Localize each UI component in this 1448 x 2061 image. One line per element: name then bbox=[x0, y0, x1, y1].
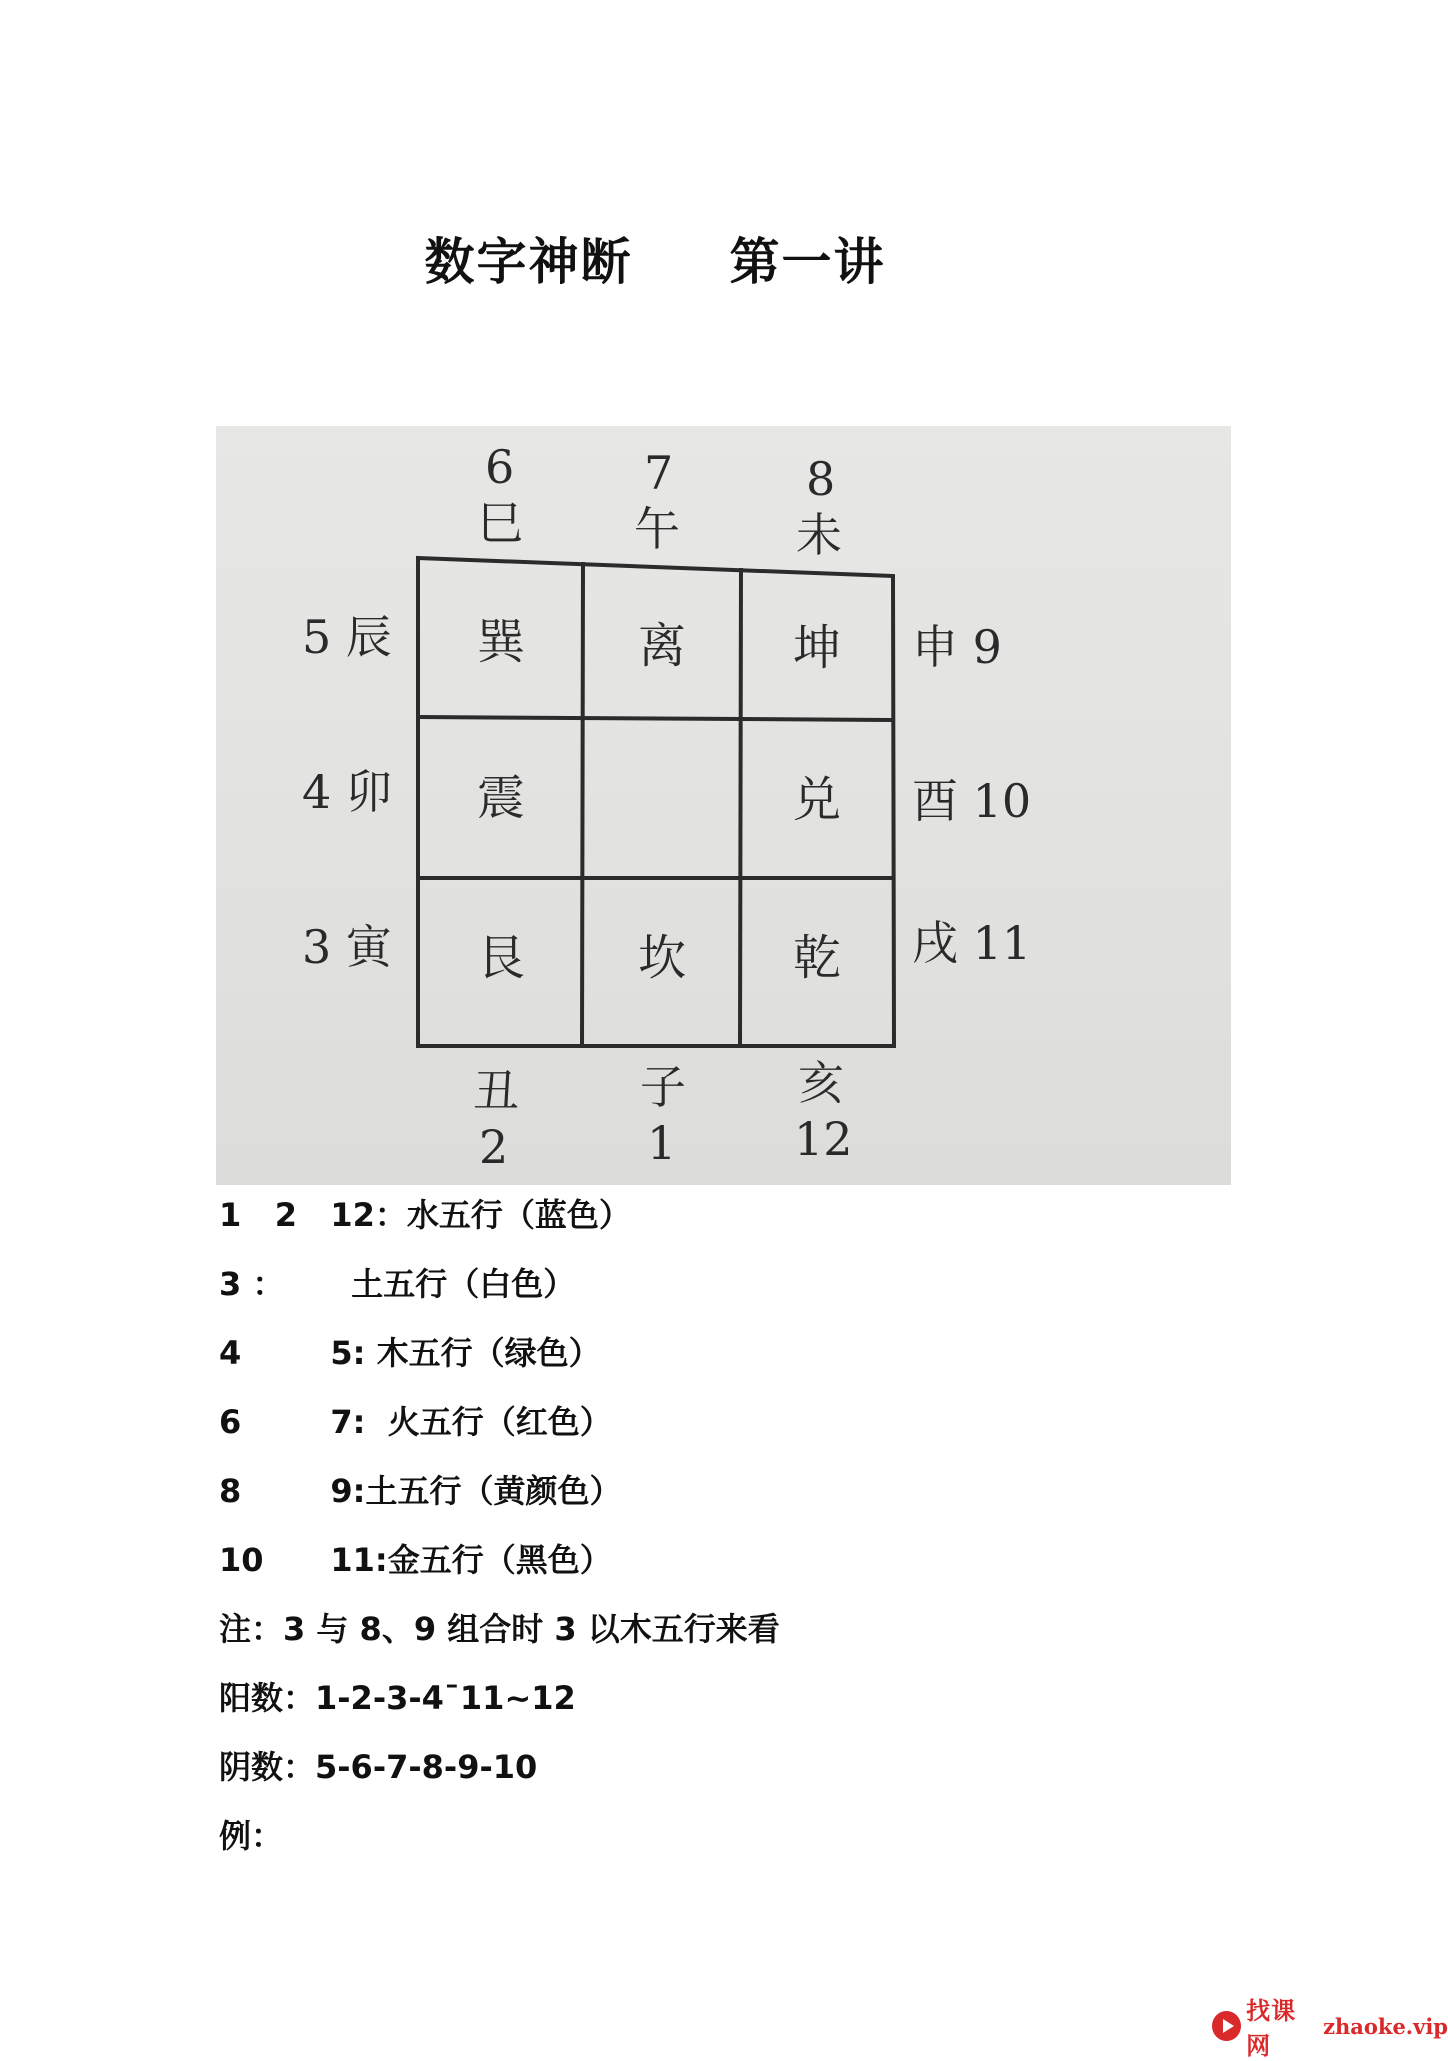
grid-cell-li: 离 bbox=[637, 618, 686, 674]
grid-cell-qian: 乾 bbox=[792, 930, 841, 986]
note-line-yin: 阴数：5-6-7-8-9-10 bbox=[219, 1748, 538, 1786]
right-label-1: 申 9 bbox=[912, 620, 1002, 674]
grid-cell-gen: 艮 bbox=[476, 930, 525, 986]
watermark-domain: zhaoke.vip bbox=[1323, 2013, 1448, 2039]
note-line-example: 例： bbox=[219, 1817, 284, 1855]
bottom-label-branch-3: 亥 bbox=[798, 1056, 844, 1110]
left-label-2: 4 卯 bbox=[302, 765, 392, 819]
bottom-label-branch-2: 子 bbox=[640, 1060, 686, 1114]
note-line-combination: 注：3 与 8、9 组合时 3 以木五行来看 bbox=[219, 1610, 780, 1648]
note-line-earth-white: 3 ： 土五行（白色） bbox=[219, 1265, 576, 1303]
top-label-branch-1: 巳 bbox=[477, 496, 523, 550]
left-label-3: 3 寅 bbox=[302, 920, 392, 974]
grid-cell-kun: 坤 bbox=[792, 620, 841, 676]
top-label-num-1: 6 bbox=[485, 440, 515, 494]
grid-cell-kan: 坎 bbox=[637, 930, 686, 986]
right-label-2: 酉 10 bbox=[912, 774, 1032, 828]
page-title: 数字神断 第一讲 bbox=[424, 233, 886, 291]
top-label-branch-2: 午 bbox=[634, 502, 680, 556]
bottom-label-num-3: 12 bbox=[794, 1112, 853, 1166]
right-label-3: 戌 11 bbox=[912, 916, 1032, 970]
grid-cell-dui: 兑 bbox=[792, 772, 841, 828]
note-line-earth-yellow: 8 9:土五行（黄颜色） bbox=[219, 1472, 622, 1510]
play-icon bbox=[1212, 2011, 1241, 2041]
bottom-label-branch-1: 丑 bbox=[473, 1064, 519, 1118]
left-label-1: 5 辰 bbox=[302, 610, 392, 664]
note-line-metal: 10 11:金五行（黑色） bbox=[219, 1541, 612, 1579]
note-line-water: 1 2 12：水五行（蓝色） bbox=[219, 1196, 631, 1234]
note-line-fire: 6 7: 火五行（红色） bbox=[219, 1403, 612, 1441]
bottom-label-num-2: 1 bbox=[647, 1116, 677, 1170]
note-line-wood: 4 5: 木五行（绿色） bbox=[219, 1334, 601, 1372]
bottom-label-num-1: 2 bbox=[479, 1120, 509, 1174]
top-label-num-3: 8 bbox=[806, 452, 836, 506]
bagua-diagram-photo bbox=[216, 426, 1231, 1185]
note-line-yang: 阳数：1-2-3-4¯11~12 bbox=[219, 1679, 576, 1717]
grid-cell-xun: 巽 bbox=[476, 614, 525, 670]
top-label-num-2: 7 bbox=[644, 446, 674, 500]
top-label-branch-3: 未 bbox=[796, 508, 842, 562]
watermark-logo bbox=[1212, 1997, 1448, 2060]
watermark-brand: 找课网 bbox=[1246, 1997, 1297, 2060]
grid-cell-zhen: 震 bbox=[476, 770, 525, 826]
